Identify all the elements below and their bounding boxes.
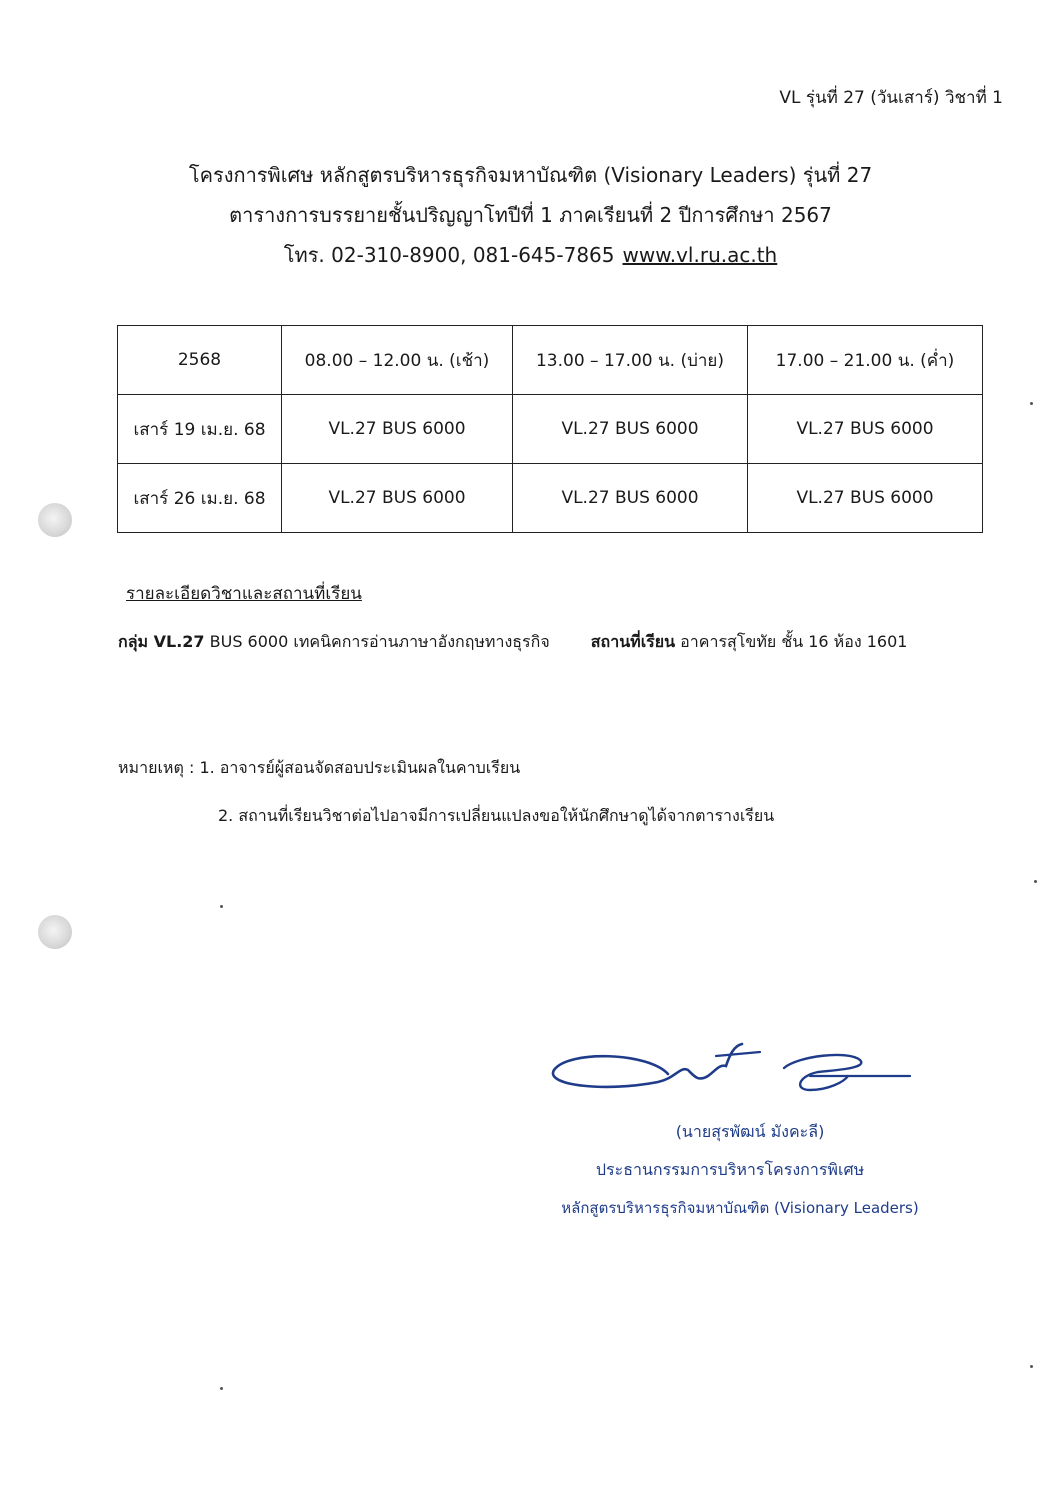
scan-speck xyxy=(1030,1365,1033,1368)
table-cell: VL.27 BUS 6000 xyxy=(282,395,513,464)
note-first xyxy=(118,756,520,781)
schedule-title: ตารางการบรรยายชั้นปริญญาโทปีที่ 1 ภาคเรียนที่ 2 ปีการศึกษา 2567 xyxy=(229,203,832,227)
title-block xyxy=(0,158,1061,278)
table-cell: VL.27 BUS 6000 xyxy=(748,395,983,464)
scan-speck xyxy=(220,1387,223,1390)
punch-hole xyxy=(38,503,72,537)
table-cell-date: เสาร์ 19 เม.ย. 68 xyxy=(118,395,282,464)
scan-speck xyxy=(1030,402,1033,405)
table-cell: VL.27 BUS 6000 xyxy=(748,464,983,533)
table-header-cell: 2568 xyxy=(118,326,282,395)
table-cell: VL.27 BUS 6000 xyxy=(282,464,513,533)
location-value: อาคารสุโขทัย ชั้น 16 ห้อง 1601 xyxy=(680,632,908,651)
table-cell: VL.27 BUS 6000 xyxy=(513,395,748,464)
note-1: 1. อาจารย์ผู้สอนจัดสอบประเมินผลในคาบเรียน xyxy=(199,758,521,777)
signatory-organization: หลักสูตรบริหารธุรกิจมหาบัณฑิต (Visionary Leaders) xyxy=(561,1199,919,1217)
document-reference: VL รุ่นที่ 27 (วันเสาร์) วิชาที่ 1 xyxy=(779,88,1003,108)
contact-line xyxy=(0,238,1061,273)
punch-hole xyxy=(38,915,72,949)
table-cell-date: เสาร์ 26 เม.ย. 68 xyxy=(118,464,282,533)
program-title: โครงการพิเศษ หลักสูตรบริหารธุรกิจมหาบัณฑิต (Visionary Leaders) รุ่นที่ 27 xyxy=(188,163,873,187)
table-header-cell: 17.00 – 21.00 น. (ค่ำ) xyxy=(748,326,983,395)
scan-speck xyxy=(1034,880,1037,883)
table-cell: VL.27 BUS 6000 xyxy=(513,464,748,533)
scan-speck xyxy=(220,905,223,908)
table-header-row xyxy=(118,326,983,395)
signatory-role: ประธานกรรมการบริหารโครงการพิเศษ xyxy=(595,1160,865,1179)
schedule-table xyxy=(117,325,983,533)
table-header-cell: 13.00 – 17.00 น. (บ่าย) xyxy=(513,326,748,395)
table-row xyxy=(118,395,983,464)
note-2: 2. สถานที่เรียนวิชาต่อไปอาจมีการเปลี่ยนแปลงขอให้นักศึกษาดูได้จากตารางเรียน xyxy=(218,806,775,825)
location-label: สถานที่เรียน xyxy=(590,632,676,651)
table-row xyxy=(118,464,983,533)
course-details xyxy=(118,630,907,655)
course-name: BUS 6000 เทคนิคการอ่านภาษาอังกฤษทางธุรกิจ xyxy=(209,632,550,651)
contact-phone: โทร. 02-310-8900, 081-645-7865 xyxy=(283,243,615,267)
signatory-name: (นายสุรพัฒน์ มังคะลี) xyxy=(675,1122,825,1141)
details-heading: รายละเอียดวิชาและสถานที่เรียน xyxy=(126,584,362,604)
note-label: หมายเหตุ : xyxy=(118,758,195,777)
table-header-cell: 08.00 – 12.00 น. (เช้า) xyxy=(282,326,513,395)
signature-image xyxy=(548,1036,918,1106)
group-label: กลุ่ม VL.27 xyxy=(118,632,205,651)
website-link[interactable]: www.vl.ru.ac.th xyxy=(622,243,778,267)
